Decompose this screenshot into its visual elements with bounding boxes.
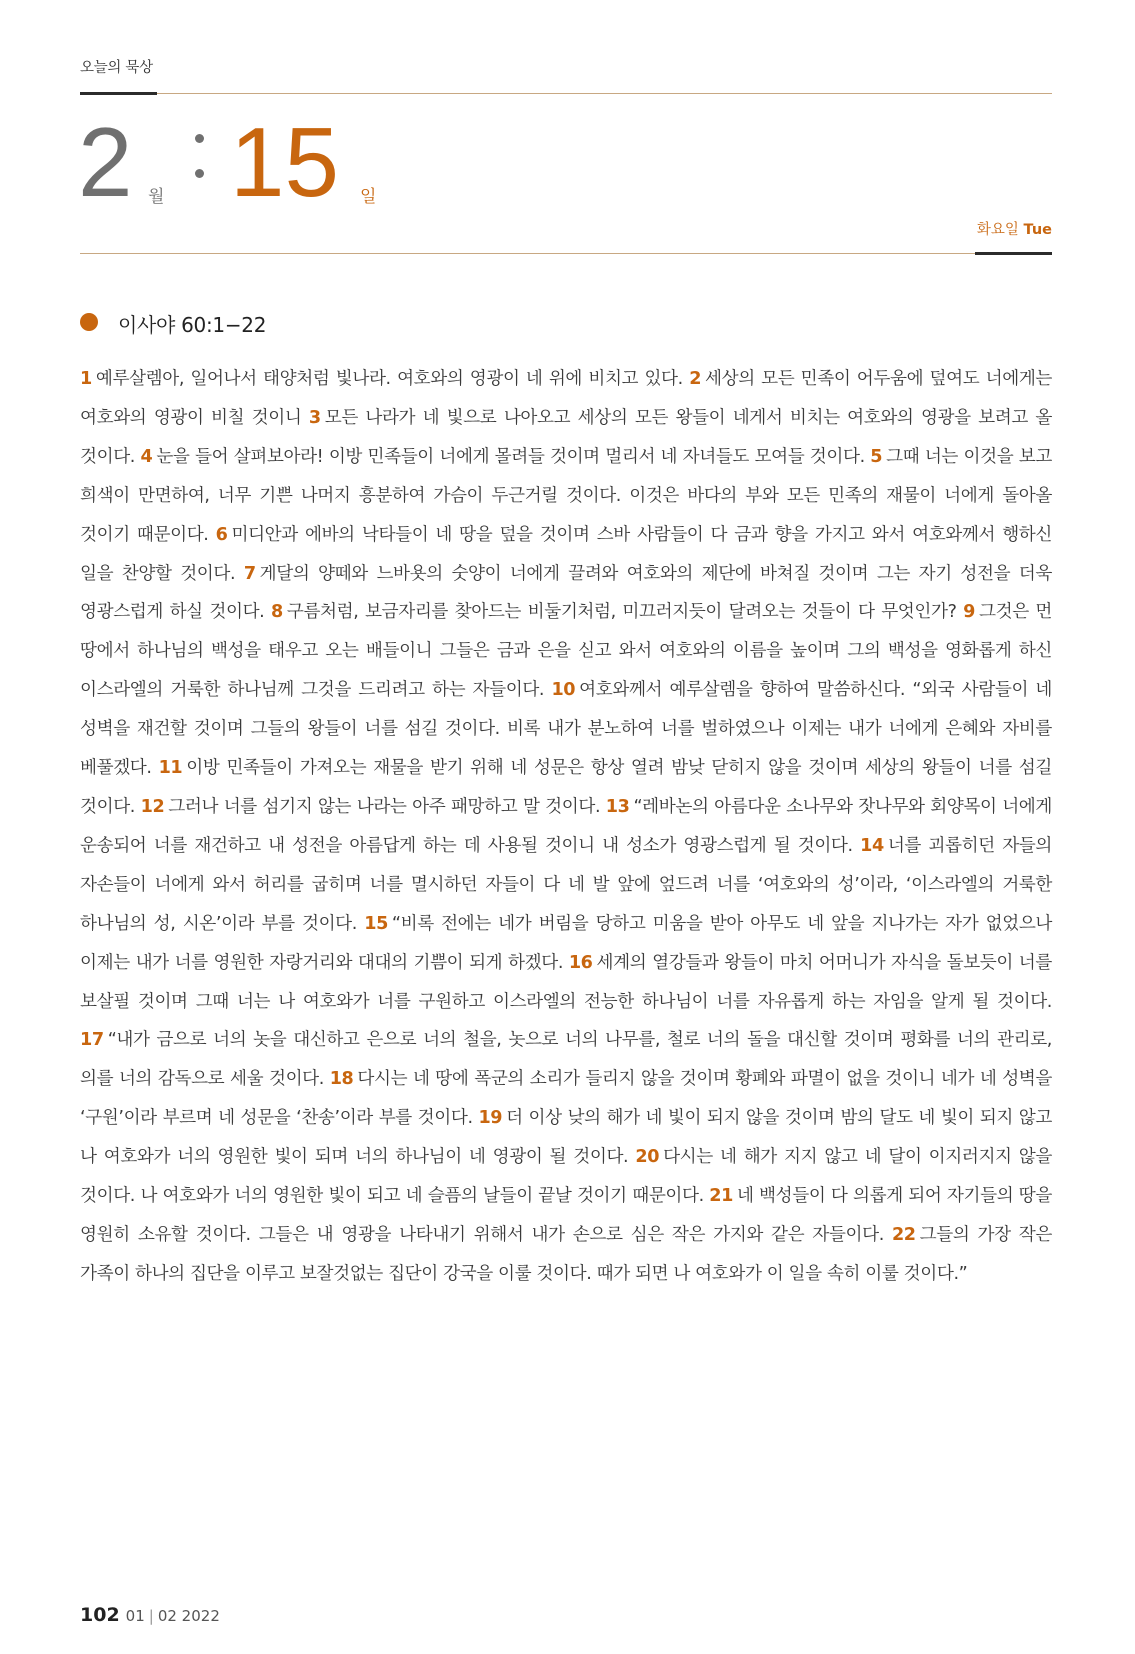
day-number: 15 <box>230 107 340 217</box>
verse-number: 12 <box>140 796 165 817</box>
verse-text: 예루살렘아, 일어나서 태양처럼 빛나라. 여호와의 영광이 네 위에 비치고 있다. <box>95 369 683 389</box>
verse-number: 18 <box>329 1069 354 1090</box>
verse-text: 네 백성들이 다 의롭게 되어 자기들의 땅을 영원히 소유할 것이다. 그들은 내 영광을 나타내기 위해서 내가 손으로 심은 작은 가지와 같은 자들이다. <box>80 1186 1052 1245</box>
issue-month: 01 <box>125 1607 145 1625</box>
date-divider-accent <box>975 252 1052 255</box>
verse-text: 그때 너는 이것을 보고 희색이 만면하여, 너무 기쁜 나머지 흥분하여 가슴이 두근거릴 것이다. 이것은 바다의 부와 모든 민족의 재물이 너에게 돌아올 것이기 때문이다. <box>80 446 1052 545</box>
verse-number: 13 <box>605 796 630 817</box>
scripture-reference: 이사야 60:1−22 <box>118 313 267 337</box>
verse-number: 9 <box>963 602 976 623</box>
verse-text: 그러나 너를 섬기지 않는 나라는 아주 패망하고 말 것이다. <box>168 796 601 817</box>
scripture-text <box>80 360 1052 1294</box>
verse-text: 이방 민족들이 가져오는 재물을 받기 위해 네 성문은 항상 열려 밤낮 닫히지 않을 것이며 세상의 왕들이 너를 섬길 것이다. <box>80 758 1052 817</box>
header-divider-accent <box>80 92 157 95</box>
verse-text: 다시는 네 해가 지지 않고 네 달이 이지러지지 않을 것이다. 나 여호와가 너의 영원한 빛이 되고 네 슬픔의 날들이 끝날 것이기 때문이다. <box>80 1147 1052 1207</box>
verse-text: 더 이상 낮의 해가 네 빛이 되지 않을 것이며 밤의 달도 네 빛이 되지 않고 나 여호와가 너의 영원한 빛이 되며 너의 하나님이 네 영광이 될 것이다. <box>80 1108 1052 1168</box>
weekday-label <box>977 218 1052 239</box>
verse-number: 14 <box>860 835 884 856</box>
verse-text: 그것은 먼 땅에서 하나님의 백성을 태우고 오는 배들이니 그들은 금과 은을 싣고 와서 여호와의 이름을 높이며 그의 백성을 영화롭게 하신 이스라엘의 거룩한 하나님께 그것을 드리려고 하는 자들이다. <box>80 602 1053 701</box>
verse-number: 5 <box>870 446 883 467</box>
month-number: 2 <box>78 107 133 217</box>
verse-text: 다시는 네 땅에 폭군의 소리가 들리지 않을 것이며 황폐와 파멸이 없을 것이니 네가 네 성벽을 ‘구원’이라 부르며 네 성문을 ‘찬송’이라 부를 것이다. <box>80 1069 1052 1129</box>
month-unit: 월 <box>148 187 165 207</box>
issue-date: 02 2022 <box>157 1607 220 1625</box>
header-divider <box>80 93 1052 94</box>
verse-number: 11 <box>158 758 183 779</box>
verse-number: 3 <box>308 407 321 428</box>
page-number: 102 <box>80 1604 120 1626</box>
verse-text: “비록 전에는 네가 버림을 당하고 미움을 받아 아무도 네 앞을 지나가는 자가 없었으나 이제는 내가 너를 영원한 자랑거리와 대대의 기쁨이 되게 하겠다. <box>80 913 1053 973</box>
section-header-label: 오늘의 묵상 <box>80 60 153 76</box>
verse-text: 눈을 들어 살펴보아라! 이방 민족들이 너에게 몰려들 것이며 멀리서 네 자녀들도 모여들 것이다. <box>156 446 865 467</box>
verse-number: 21 <box>709 1186 733 1207</box>
footer-separator: | <box>148 1607 154 1625</box>
verse-text: “내가 금으로 너의 놋을 대신하고 은으로 너의 철을, 놋으로 너의 나무를, 철로 너의 돌을 대신할 것이며 평화를 너의 관리로, 의를 너의 감독으로 세울 것이다. <box>80 1030 1052 1090</box>
verse-number: 7 <box>243 563 256 584</box>
verse-number: 20 <box>635 1147 660 1168</box>
verse-number: 22 <box>891 1224 916 1245</box>
verse-text: “레바논의 아름다운 소나무와 잣나무와 회양목이 너에게 운송되어 너를 재건하고 내 성전을 아름답게 하는 데 사용될 것이니 내 성소가 영광스럽게 될 것이다. <box>80 796 1052 856</box>
verse-text: 여호와께서 예루살렘을 향하여 말씀하신다. “외국 사람들이 네 성벽을 재건할 것이며 그들의 왕들이 너를 섬길 것이다. 비록 내가 분노하여 너를 벌하였으나 이제는 내가 너에게 은혜와 자비를 베풀겠다. <box>80 680 1052 779</box>
verse-number: 1 <box>80 369 92 389</box>
verse-number: 16 <box>568 952 593 973</box>
page-footer <box>80 1604 220 1626</box>
weekday-ko: 화요일 <box>976 222 1019 238</box>
day-unit: 일 <box>360 187 377 207</box>
weekday-en: Tue <box>1023 222 1052 238</box>
verse-number: 4 <box>140 446 153 467</box>
bullet-icon <box>80 313 98 331</box>
verse-number: 2 <box>689 369 702 389</box>
verse-number: 10 <box>551 680 576 701</box>
verse-text: 구름처럼, 보금자리를 찾아드는 비둘기처럼, 미끄러지듯이 달려오는 것들이 다 무엇인가? <box>286 602 957 623</box>
verse-text: 세상의 모든 민족이 어두움에 덮여도 너에게는 여호와의 영광이 비칠 것이니 <box>80 369 1053 428</box>
date-separator <box>195 134 207 204</box>
verse-text: 게달의 양떼와 느바욧의 숫양이 너에게 끌려와 여호와의 제단에 바쳐질 것이며 그는 자기 성전을 더욱 영광스럽게 하실 것이다. <box>80 563 1053 623</box>
verse-number: 8 <box>271 602 283 623</box>
verse-number: 19 <box>478 1108 503 1129</box>
date-divider <box>80 253 1052 254</box>
verse-number: 17 <box>80 1030 104 1051</box>
verse-text: 미디안과 에바의 낙타들이 네 땅을 덮을 것이며 스바 사람들이 다 금과 향을 가지고 와서 여호와께서 행하신 일을 찬양할 것이다. <box>80 524 1052 584</box>
verse-text: 세계의 열강들과 왕들이 마치 어머니가 자식을 돌보듯이 너를 보살필 것이며 그때 너는 나 여호와가 너를 구원하고 이스라엘의 전능한 하나님이 너를 자유롭게 하는 자임을 알게 될 것이다. <box>80 952 1052 1012</box>
verse-text: 너를 괴롭히던 자들의 자손들이 너에게 와서 허리를 굽히며 너를 멸시하던 자들이 다 네 발 앞에 엎드려 너를 ‘여호와의 성’이라, ‘이스라엘의 거룩한 하나님의 성, 시온’이라 부를 것이다. <box>80 835 1053 934</box>
verse-number: 15 <box>364 913 388 934</box>
verse-text: 그들의 가장 작은 가족이 하나의 집단을 이루고 보잘것없는 집단이 강국을 이룰 것이다. 때가 되면 나 여호와가 이 일을 속히 이룰 것이다.” <box>80 1224 1052 1284</box>
verse-number: 6 <box>215 524 228 545</box>
verse-text: 모든 나라가 네 빛으로 나아오고 세상의 모든 왕들이 네게서 비치는 여호와의 영광을 보려고 올 것이다. <box>80 407 1052 467</box>
